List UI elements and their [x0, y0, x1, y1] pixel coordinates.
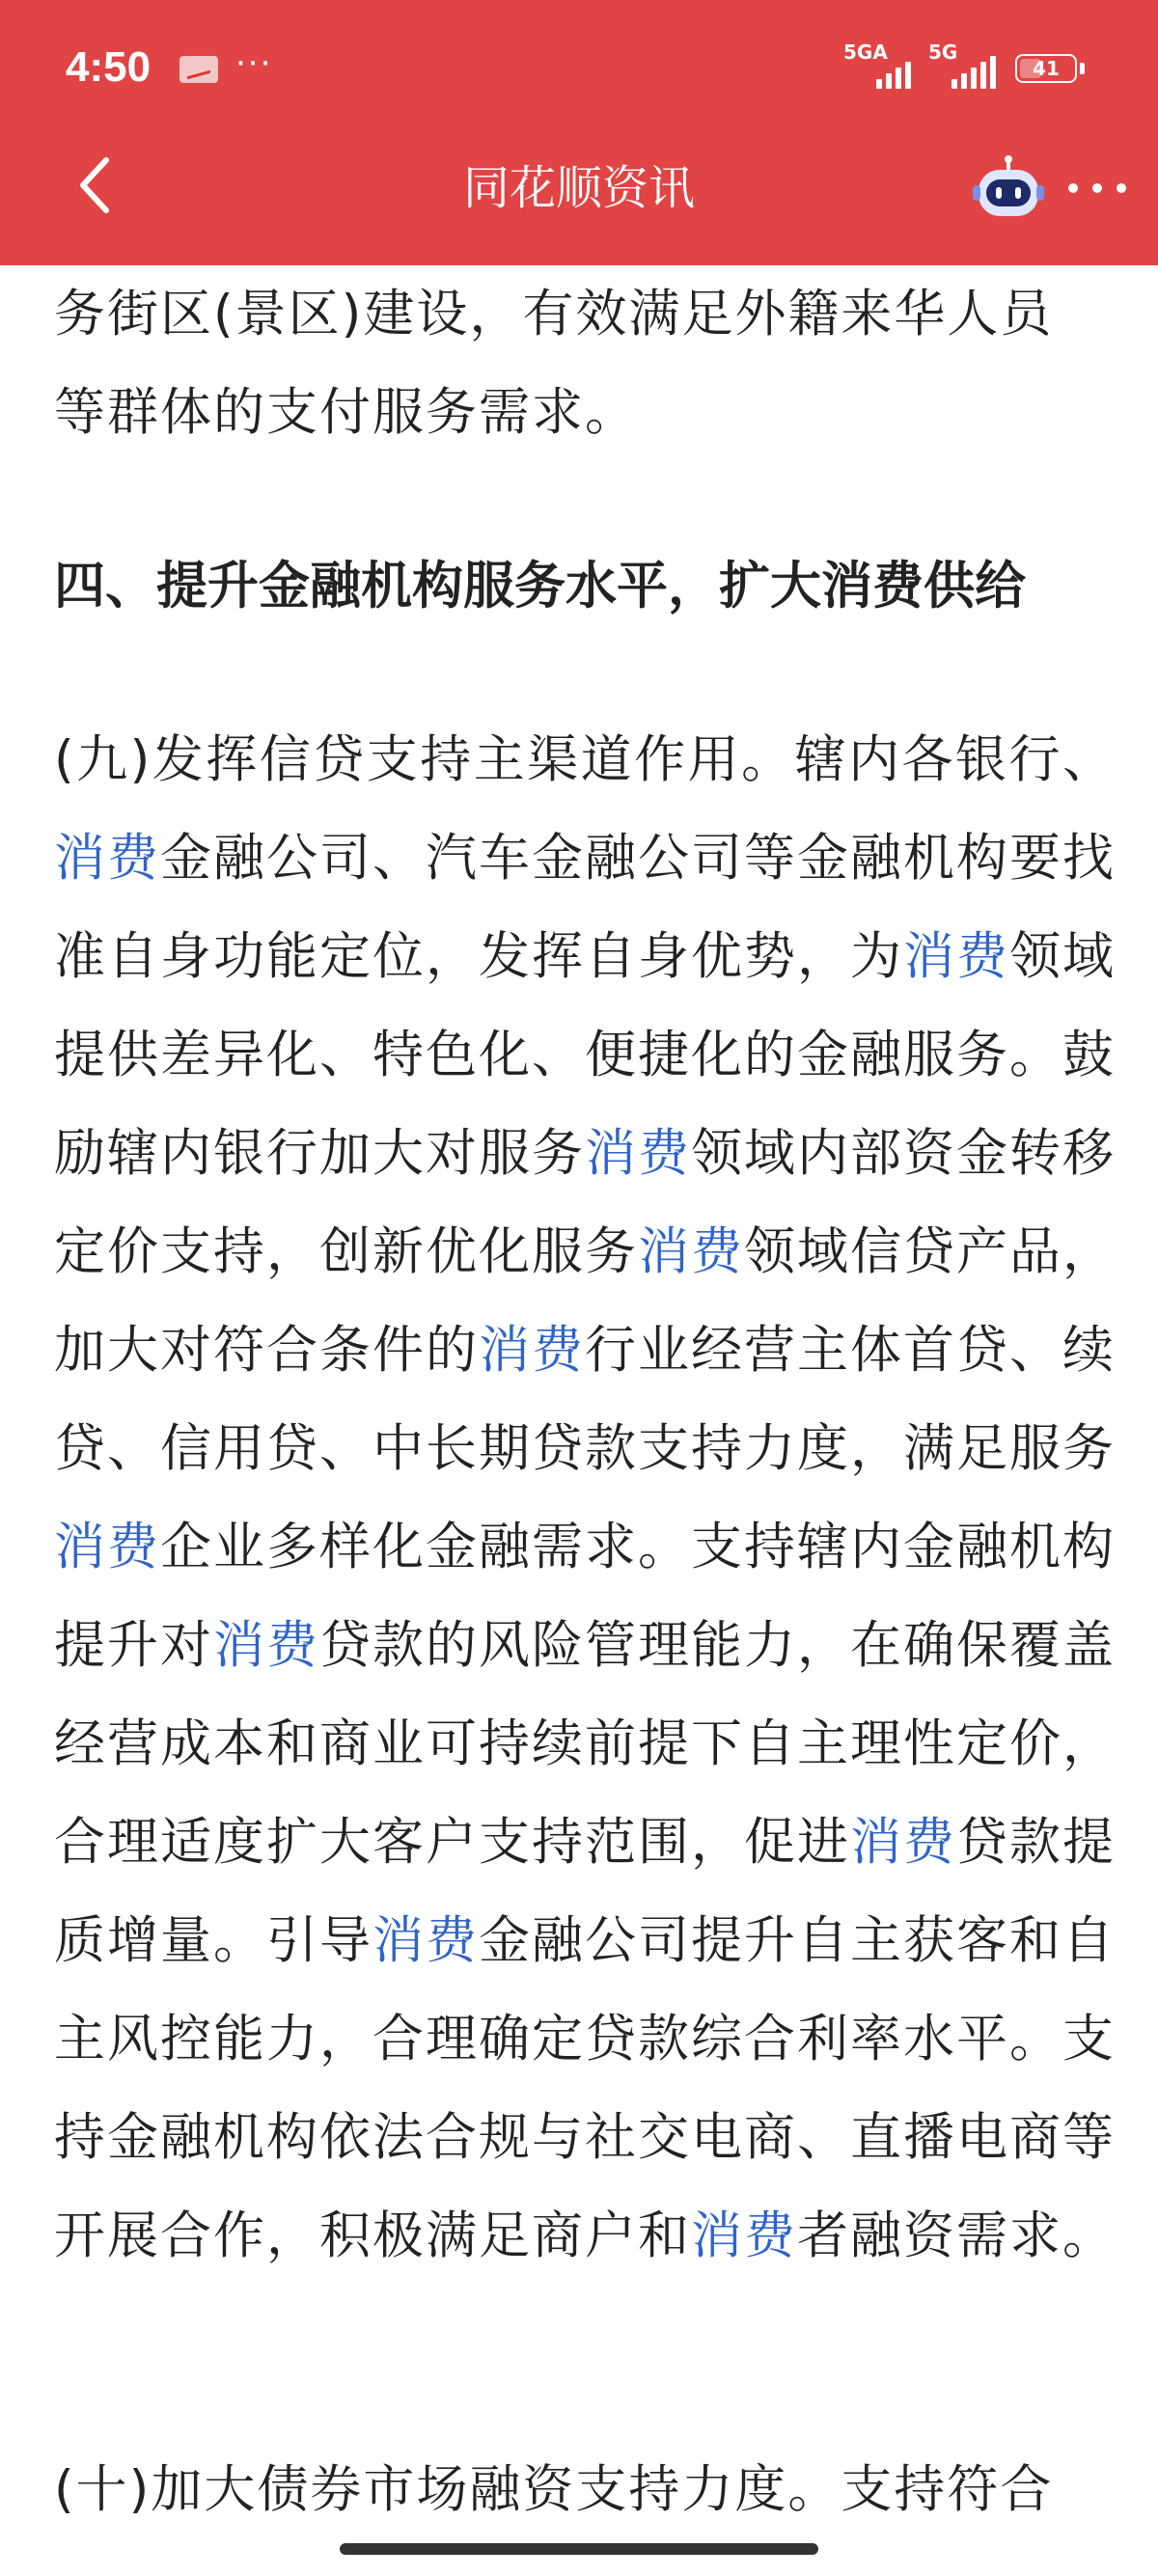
app-header — [0, 0, 1158, 265]
keyword-link-consumption[interactable]: 消费 — [638, 1222, 744, 1281]
status-bar — [0, 39, 1158, 96]
article-paragraph-9 — [54, 711, 1116, 2286]
ai-assistant-robot-icon[interactable] — [973, 154, 1044, 222]
keyword-link-consumption[interactable]: 消费 — [372, 1911, 479, 1970]
section-heading: 四、提升金融机构服务水平，扩大消费供给 — [54, 557, 1026, 616]
more-notifications-icon: ··· — [235, 44, 273, 83]
keyword-link-consumption[interactable]: 消费 — [479, 1321, 585, 1380]
paragraph-text: 者融资需求。 — [797, 2206, 1116, 2265]
paragraph-line: 务街区(景区)建设，有效满足外籍来华人员 — [54, 285, 1054, 343]
keyword-link-consumption[interactable]: 消费 — [213, 1616, 319, 1675]
paragraph-text: 金融公司、汽车金融公司等金融机构要找准自身功能定位，发挥自身优势，为 — [54, 829, 1116, 986]
paragraph-text: 行业经营主体首贷、续贷、信用贷、中长期贷款支持力度，满足服务 — [54, 1321, 1116, 1478]
signal-5g-icon: 5G — [928, 48, 1004, 89]
navigation-bar — [0, 135, 1158, 241]
keyword-link-consumption[interactable]: 消费 — [691, 2206, 797, 2265]
keyword-link-consumption[interactable]: 消费 — [903, 927, 1009, 986]
battery-percent: 41 — [1033, 57, 1060, 80]
stock-notification-icon — [179, 56, 218, 83]
battery-cap — [1080, 63, 1085, 74]
paragraph-line: 等群体的支付服务需求。 — [54, 383, 638, 442]
signal-5ga-icon: 5GA — [843, 48, 921, 89]
keyword-link-consumption[interactable]: 消费 — [850, 1813, 956, 1872]
battery-icon — [1015, 54, 1077, 83]
paragraph-text: (九)发挥信贷支持主渠道作用。辖内各银行、 — [54, 730, 1116, 789]
paragraph-text: 领域信贷产品，加大对符合条件的 — [54, 1222, 1116, 1380]
paragraph-text: 领域内部资金转移定价支持，创新优化服务 — [54, 1124, 1116, 1281]
page-title: 同花顺资讯 — [462, 161, 695, 215]
home-indicator[interactable] — [340, 2543, 818, 2555]
paragraph-line: (十)加大债券市场融资支持力度。支持符合 — [54, 2460, 1054, 2519]
keyword-link-consumption[interactable]: 消费 — [54, 1518, 160, 1576]
paragraph-text: 金融公司提升自主获客和自主风控能力，合理确定贷款综合利率水平。支持金融机构依法合规与社交电商、直播电商等开展合作，积极满足商户和 — [54, 1911, 1116, 2265]
status-time: 4:50 — [66, 43, 152, 91]
paragraph-text: 贷款的风险管理能力，在确保覆盖经营成本和商业可持续前提下自主理性定价，合理适度扩大客户支持范围，促进 — [54, 1616, 1116, 1872]
paragraph-text: 贷款提质增量。引导 — [54, 1813, 1116, 1970]
paragraph-text: 领域提供差异化、特色化、便捷化的金融服务。鼓励辖内银行加大对服务 — [54, 927, 1116, 1183]
paragraph-text: 企业多样化金融需求。支持辖内金融机构提升对 — [54, 1518, 1116, 1675]
keyword-link-consumption[interactable]: 消费 — [54, 829, 160, 888]
article-body — [54, 265, 1116, 2286]
article-paragraph-10-partial — [54, 2441, 1116, 2537]
more-options-icon[interactable] — [1063, 164, 1131, 212]
keyword-link-consumption[interactable]: 消费 — [585, 1124, 691, 1183]
